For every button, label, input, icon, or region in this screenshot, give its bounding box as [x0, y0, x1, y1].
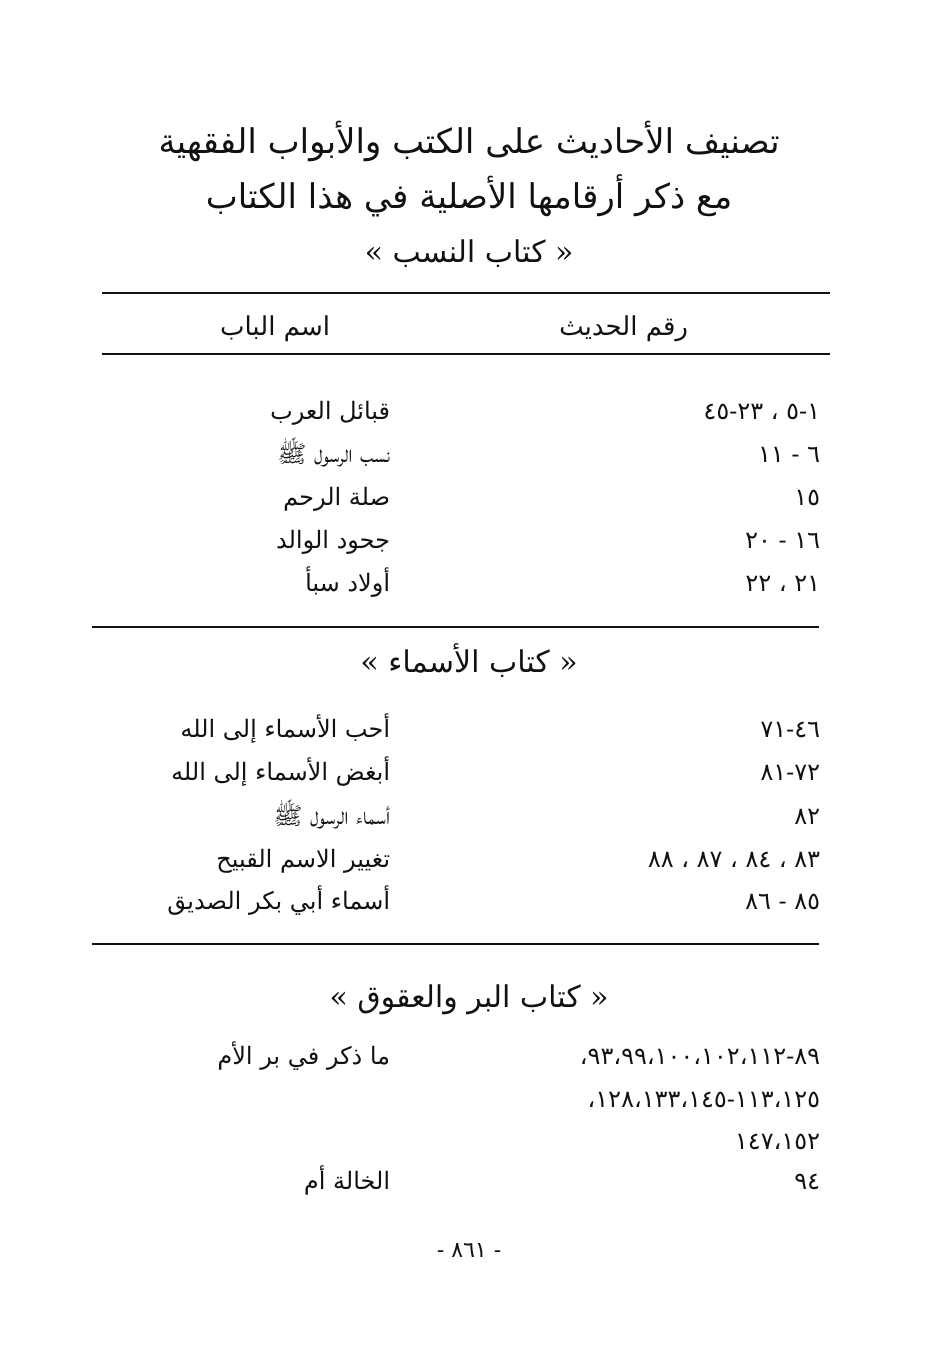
chapter-name: أولاد سبأ	[305, 569, 390, 597]
table-row	[0, 1038, 938, 1074]
table-row	[0, 798, 938, 834]
table-row	[0, 522, 938, 558]
table-row	[0, 841, 938, 877]
hadith-numbers: ٤٦-٧١	[760, 715, 820, 743]
book-title-nasab: « كتاب النسب »	[364, 235, 574, 270]
chapter-name: ما ذكر في بر الأم	[217, 1042, 390, 1070]
chapter-name: جحود الوالد	[276, 526, 390, 554]
hadith-numbers: ٢١ ، ٢٢	[745, 569, 820, 597]
table-row	[0, 1163, 938, 1199]
page-title-line-1: تصنيف الأحاديث على الكتب والأبواب الفقهية	[158, 122, 780, 162]
table-row	[0, 883, 938, 919]
chapter-name: أسماء الرسول ﷺ	[273, 802, 390, 830]
chapter-name: قبائل العرب	[270, 397, 390, 425]
chapter-name: نسب الرسول ﷺ	[277, 440, 390, 468]
hadith-numbers: ٨٥ - ٨٦	[745, 887, 820, 915]
table-row	[0, 479, 938, 515]
section-divider	[92, 626, 819, 628]
hadith-numbers: ٩٤	[794, 1167, 820, 1195]
chapter-name: أسماء أبي بكر الصديق	[167, 887, 390, 915]
hadith-numbers: ١٥	[794, 483, 820, 511]
table-row	[0, 711, 938, 747]
section-divider	[92, 943, 819, 945]
chapter-name: أحب الأسماء إلى الله	[180, 715, 390, 743]
table-row	[0, 1081, 938, 1117]
table-row	[0, 1123, 938, 1159]
page-title-line-2: مع ذكر أرقامها الأصلية في هذا الكتاب	[205, 177, 733, 217]
page-number: - ٨٦١ -	[436, 1238, 502, 1263]
hadith-numbers: ١-٥ ، ٢٣-٤٥	[703, 397, 820, 425]
chapter-name: أبغض الأسماء إلى الله	[171, 758, 390, 786]
hadith-numbers: ٨٩-٩٣،٩٩،١٠٠،١٠٢،١١٢،	[579, 1042, 820, 1070]
chapter-name: صلة الرحم	[283, 483, 390, 511]
hadith-numbers: ٨٢	[794, 802, 820, 830]
book-title-asmaa: « كتاب الأسماء »	[360, 645, 578, 680]
table-row	[0, 754, 938, 790]
hadith-numbers: ٦ - ١١	[757, 440, 820, 468]
hadith-numbers: ٨٣ ، ٨٤ ، ٨٧ ، ٨٨	[647, 845, 820, 873]
hadith-numbers: ٧٢-٨١	[760, 758, 820, 786]
table-row	[0, 393, 938, 429]
chapter-name: الخالة أم	[303, 1167, 390, 1195]
chapter-name: تغيير الاسم القبيح	[216, 845, 390, 873]
book-title-birr: « كتاب البر والعقوق »	[329, 980, 609, 1015]
hadith-numbers: ١٤٧،١٥٢	[734, 1127, 820, 1155]
table-row	[0, 565, 938, 601]
header-top-rule	[102, 292, 830, 294]
header-bottom-rule	[102, 353, 830, 355]
column-header-chapter: اسم الباب	[220, 312, 330, 342]
table-row	[0, 436, 938, 472]
hadith-numbers: ١١٣،١٢٥-١٢٨،١٣٣،١٤٥،	[587, 1085, 820, 1113]
hadith-numbers: ١٦ - ٢٠	[745, 526, 820, 554]
column-header-hadith-numbers: رقم الحديث	[559, 312, 688, 342]
